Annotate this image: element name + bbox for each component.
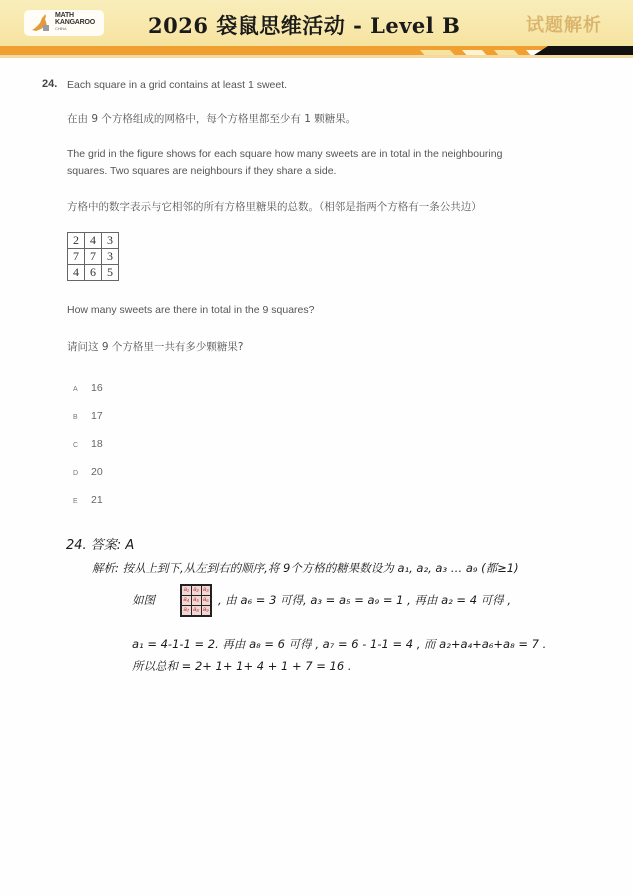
grid-cell: 2 [68,233,85,249]
header-stripe-dark [548,46,633,55]
question-intro-en: Each square in a grid contains at least 1 sweet. [67,79,288,91]
choice-a [73,382,103,394]
question-desc-en-2: squares. Two squares are neighbours if they share a side. [67,165,337,177]
variable-cell: a₆ [201,596,211,606]
choice-c [73,438,103,450]
grid-cell: 3 [102,249,119,265]
variable-cell: a₄ [181,596,191,606]
choice-value: 20 [91,466,103,478]
question-desc-zh: 方格中的数字表示与它相邻的所有方格里糖果的总数。（相邻是指两个方格有一条公共边） [67,201,482,213]
grid-cell: 3 [102,233,119,249]
choice-letter: E [73,498,78,505]
variable-cell: a₈ [191,606,201,617]
solution-line-2: , 由 a₆ = 3 可得, a₃ = a₅ = a₉ = 1 , 再由 a₂ = 4 可得 , [218,593,511,607]
section-tag: 试题解析 [526,15,602,36]
question-ask-zh: 请问这 9 个方格里一共有多少颗糖果? [67,341,244,353]
choice-letter: B [73,414,78,421]
choice-value: 17 [91,410,103,422]
header-underline [0,55,633,58]
solution-line-4: 所以总和 = 2+ 1+ 1+ 4 + 1 + 7 = 16 . [132,659,352,673]
choice-letter: D [73,470,79,477]
variable-cell: a₃ [201,585,211,596]
question-desc-en-1: The grid in the figure shows for each square how many sweets are in total in the neighbouring [67,148,503,160]
variable-cell: a₉ [201,606,211,617]
grid-cell: 7 [68,249,85,265]
grid-cell: 6 [85,265,102,281]
choice-e [73,494,103,506]
grid-cell: 4 [85,233,102,249]
question-ask-en: How many sweets are there in total in the 9 squares? [67,304,315,316]
variable-cell: a₇ [181,606,191,617]
choice-value: 18 [91,438,103,450]
choice-letter: A [73,386,78,393]
variable-cell: a₅ [191,596,201,606]
choice-letter: C [73,442,79,449]
page-title: 2026 袋鼠思维活动 - Level B [148,13,461,38]
variable-cell: a₁ [181,585,191,596]
logo-text: MATH KANGAROO CHINA [55,12,96,32]
solution-line-1: 解析: 按从上到下,从左到右的顺序,将 9个方格的糖果数设为 a₁, a₂, a₃ … a₉ (都≥1) [92,561,519,575]
solution-line-3: a₁ = 4-1-1 = 2. 再由 a₈ = 6 可得 , a₇ = 6 - 1-1 = 4 , 而 a₂+a₄+a₆+a₈ = 7 . [132,637,547,651]
header-stripe-decoration [410,46,550,55]
choice-d [73,466,103,478]
kangaroo-icon [30,13,52,33]
solution-variable-grid [180,584,212,617]
grid-cell: 7 [85,249,102,265]
choice-b [73,410,103,422]
grid-cell: 5 [102,265,119,281]
math-kangaroo-logo [24,10,104,36]
choice-value: 16 [91,382,103,394]
grid-cell: 4 [68,265,85,281]
question-intro-zh: 在由 9 个方格组成的网格中，每个方格里都至少有 1 颗糖果。 [67,113,357,125]
solution-figure-label: 如图 [132,593,155,607]
number-grid [67,232,119,281]
question-number: 24. [42,78,58,90]
choice-value: 21 [91,494,103,506]
variable-cell: a₂ [191,585,201,596]
header-banner [0,0,633,46]
solution-answer: 24. 答案: A [66,538,135,553]
